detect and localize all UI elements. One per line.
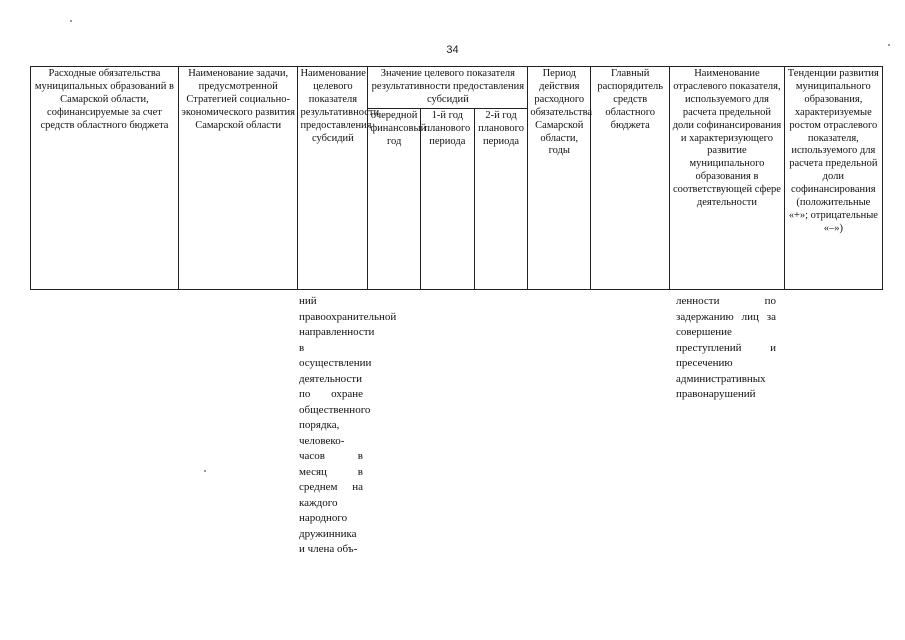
scan-speck (204, 470, 206, 472)
header-second-planning-year: 2-й год планового периода (474, 108, 528, 289)
header-main-administrator: Главный распорядитель средств областного бюджета (591, 67, 670, 290)
header-table (30, 66, 883, 290)
header-sector-indicator: Наименование отраслевого показателя, используемого для расчета предельной доли софинансирования и характеризующего развитие муниципального образования в соответствующей сфере деятельности (670, 67, 784, 290)
header-obligation-period: Период действия расходного обязательства Самарской области, годы (528, 67, 591, 290)
scan-speck (70, 20, 72, 22)
header-next-financial-year: очередной финансовый год (368, 108, 421, 289)
header-target-indicator-name: Наименование целевого показателя результативности предоставления субсидий (298, 67, 368, 290)
header-target-indicator-value: Значение целевого показателя результативности предоставления субсидий (368, 67, 528, 109)
header-expense-obligations: Расходные обязательства муниципальных образований в Самарской области, софинансируемые за счет средств областного бюджета (31, 67, 179, 290)
header-strategy-task: Наименование задачи, предусмотренной Стратегией социально-экономического развития Самарской области (178, 67, 298, 290)
header-development-trends: Тенденции развития муниципального образования, характеризуемые ростом отраслевого показателя, используемого для расчета предельной доли софинансирования (положительные «+»; отрицательные «–») (784, 67, 882, 290)
continuation-text-sector-indicator: ленности по задержанию лиц за совершение преступлений и пресечению административных правонарушений (676, 295, 776, 400)
header-first-planning-year: 1-й год планового периода (421, 108, 475, 289)
page-number: 34 (446, 44, 459, 56)
scan-speck (888, 44, 890, 46)
continuation-text-indicator-name: ний правоохранительной направленности в осуществлении деятельности по охране общественного порядка, человеко-часов в месяц в среднем на каждого народного дружинника и члена объ- (299, 295, 397, 555)
